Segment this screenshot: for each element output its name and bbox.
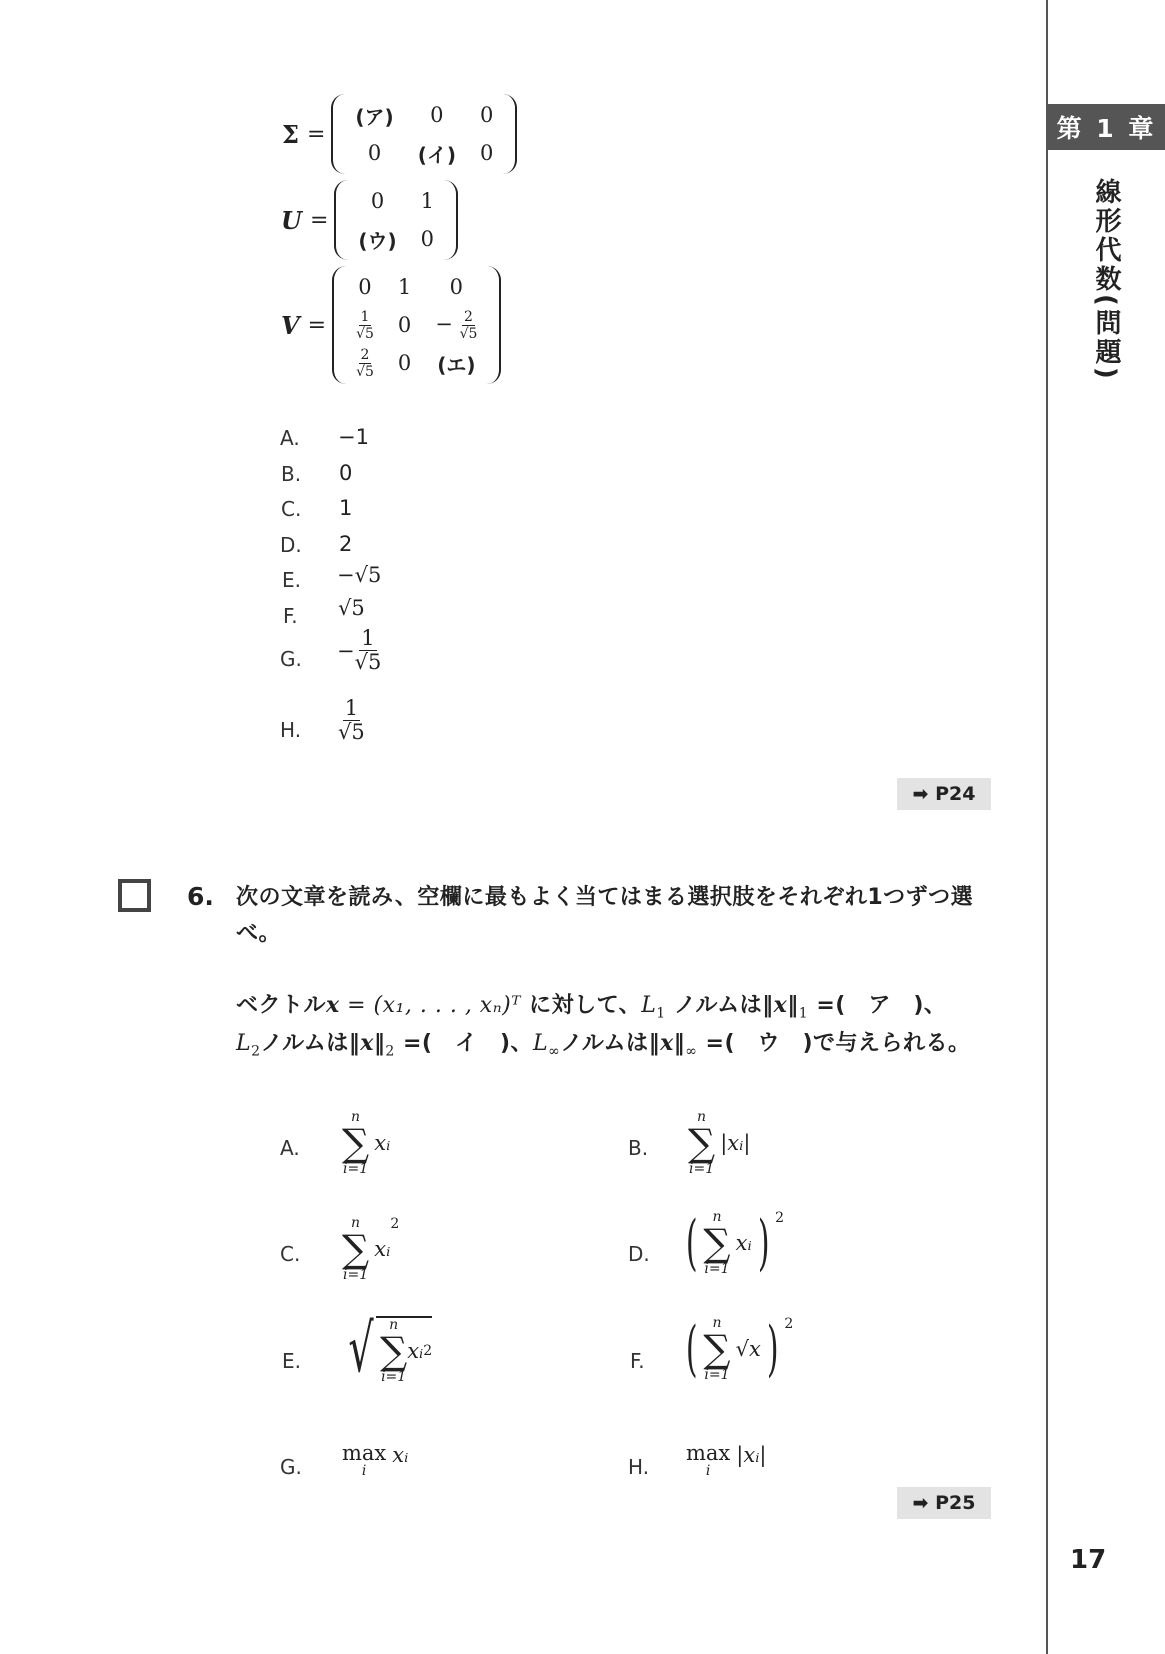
formula-max-xi: max i xᵢ — [342, 1441, 409, 1479]
matrix-cell: 0 — [370, 189, 385, 213]
option-letter: H. — [628, 1455, 650, 1479]
sigma-matrix-body — [331, 94, 517, 174]
option-letter: B. — [281, 462, 302, 486]
fraction: $\frac{2}{√5}$ — [459, 308, 478, 342]
matrix-cell: 1 — [420, 189, 435, 213]
matrix-cell: 0 — [430, 103, 444, 127]
minus-sign: − — [435, 311, 453, 336]
sigma-label: Σ — [282, 119, 299, 149]
option-letter: D. — [280, 533, 302, 557]
option-value — [338, 698, 365, 743]
matrix-cell: 0 — [397, 313, 412, 337]
option-value: 1 — [339, 496, 353, 520]
page-number: 17 — [1070, 1545, 1107, 1575]
option-letter: A. — [280, 426, 300, 450]
formula-sum-xi: n ∑ i=1 xᵢ — [342, 1109, 391, 1177]
minus-sign: − — [337, 638, 355, 663]
question-number: 6. — [187, 882, 214, 911]
matrix-cell: 0 — [367, 141, 382, 165]
equals-sign: = — [309, 207, 329, 233]
question-text: 次の文章を読み、空欄に最もよく当てはまる選択肢をそれぞれ1つずつ選べ。 — [236, 885, 974, 946]
option-value: 2 — [339, 532, 353, 556]
u-matrix — [281, 180, 458, 260]
fraction: $\frac{1}{√5}$ — [338, 696, 365, 744]
sigma-matrix — [282, 94, 517, 174]
sidebar-rule — [1046, 0, 1048, 1654]
option-letter: D. — [628, 1242, 650, 1266]
fraction: $\frac{2}{√5}$ — [356, 346, 374, 380]
option-letter: E. — [282, 1349, 301, 1373]
option-letter: C. — [281, 497, 302, 521]
option-letter: E. — [282, 568, 301, 592]
matrix-cell: 0 — [449, 275, 464, 299]
u-matrix-body — [334, 180, 458, 260]
answer-reference-link[interactable]: ➡ P25 — [897, 1487, 991, 1519]
option-letter: G. — [280, 647, 302, 671]
u-label: U — [281, 205, 302, 235]
option-value: −√5 — [337, 563, 382, 587]
matrix-cell — [423, 306, 489, 344]
matrix-cell: 0 — [358, 275, 372, 299]
option-letter: F. — [630, 1349, 645, 1373]
v-matrix-body — [332, 266, 501, 384]
formula-max-abs-xi: max i |xᵢ| — [686, 1441, 767, 1479]
question-body-line-1: ベクトルx = (x₁, . . . , xₙ)ᵀ に対して、$L_1$ ノルムは$‖x‖_1$ =( ア )、 — [236, 992, 947, 1022]
matrix-cell: 0 — [397, 351, 412, 375]
formula-square-of-sum-sqrt: ( n ∑ i=1 √x) 2 — [685, 1314, 794, 1384]
matrix-cell: (エ) — [437, 352, 476, 377]
equals-sign: = — [306, 121, 326, 147]
matrix-cell: (ア) — [355, 104, 394, 129]
option-letter: C. — [280, 1242, 301, 1266]
fraction: $\frac{1}{√5}$ — [354, 626, 382, 674]
matrix-cell: (ウ) — [358, 228, 397, 253]
formula-sum-xi-squared: n ∑ i=1 xᵢ2 — [342, 1215, 400, 1283]
option-value: 0 — [339, 461, 353, 485]
chapter-tab: 第 1 章 — [1048, 104, 1165, 150]
formula-sum-abs-xi: n ∑ i=1 |xᵢ| — [688, 1109, 751, 1177]
question-checkbox[interactable] — [118, 879, 151, 912]
option-letter: H. — [280, 718, 302, 742]
chapter-title: 線形代数(問題) — [1091, 178, 1121, 382]
matrix-cell — [344, 344, 386, 382]
option-value — [337, 628, 381, 673]
question-body-line-2: $L_2$ノルムは$‖x‖_2$ =( イ )、$L_\infty$ノルムは$‖x‖_\infty$ =( ウ )で与えられる。 — [236, 1030, 971, 1060]
option-letter: B. — [628, 1136, 649, 1160]
fraction: $\frac{1}{√5}$ — [356, 308, 374, 342]
option-value: −1 — [338, 425, 369, 449]
equals-sign: = — [307, 312, 327, 338]
option-value: √5 — [338, 596, 365, 620]
matrix-cell: 1 — [397, 275, 412, 299]
v-label: V — [281, 310, 300, 340]
matrix-cell — [344, 306, 386, 344]
option-letter: F. — [283, 604, 298, 628]
formula-sqrt-sum-squares: √ n ∑ i=1 xᵢ 2 — [348, 1310, 433, 1387]
option-letter: G. — [280, 1455, 302, 1479]
matrix-cell: 0 — [479, 103, 494, 127]
matrix-cell: (イ) — [417, 142, 456, 167]
matrix-cell: 0 — [479, 141, 494, 165]
formula-square-of-sum: ( n ∑ i=1 xᵢ) 2 — [685, 1208, 785, 1278]
v-matrix — [281, 266, 501, 384]
answer-reference-link[interactable]: ➡ P24 — [897, 778, 991, 810]
option-letter: A. — [280, 1136, 300, 1160]
matrix-cell: 0 — [420, 227, 435, 251]
